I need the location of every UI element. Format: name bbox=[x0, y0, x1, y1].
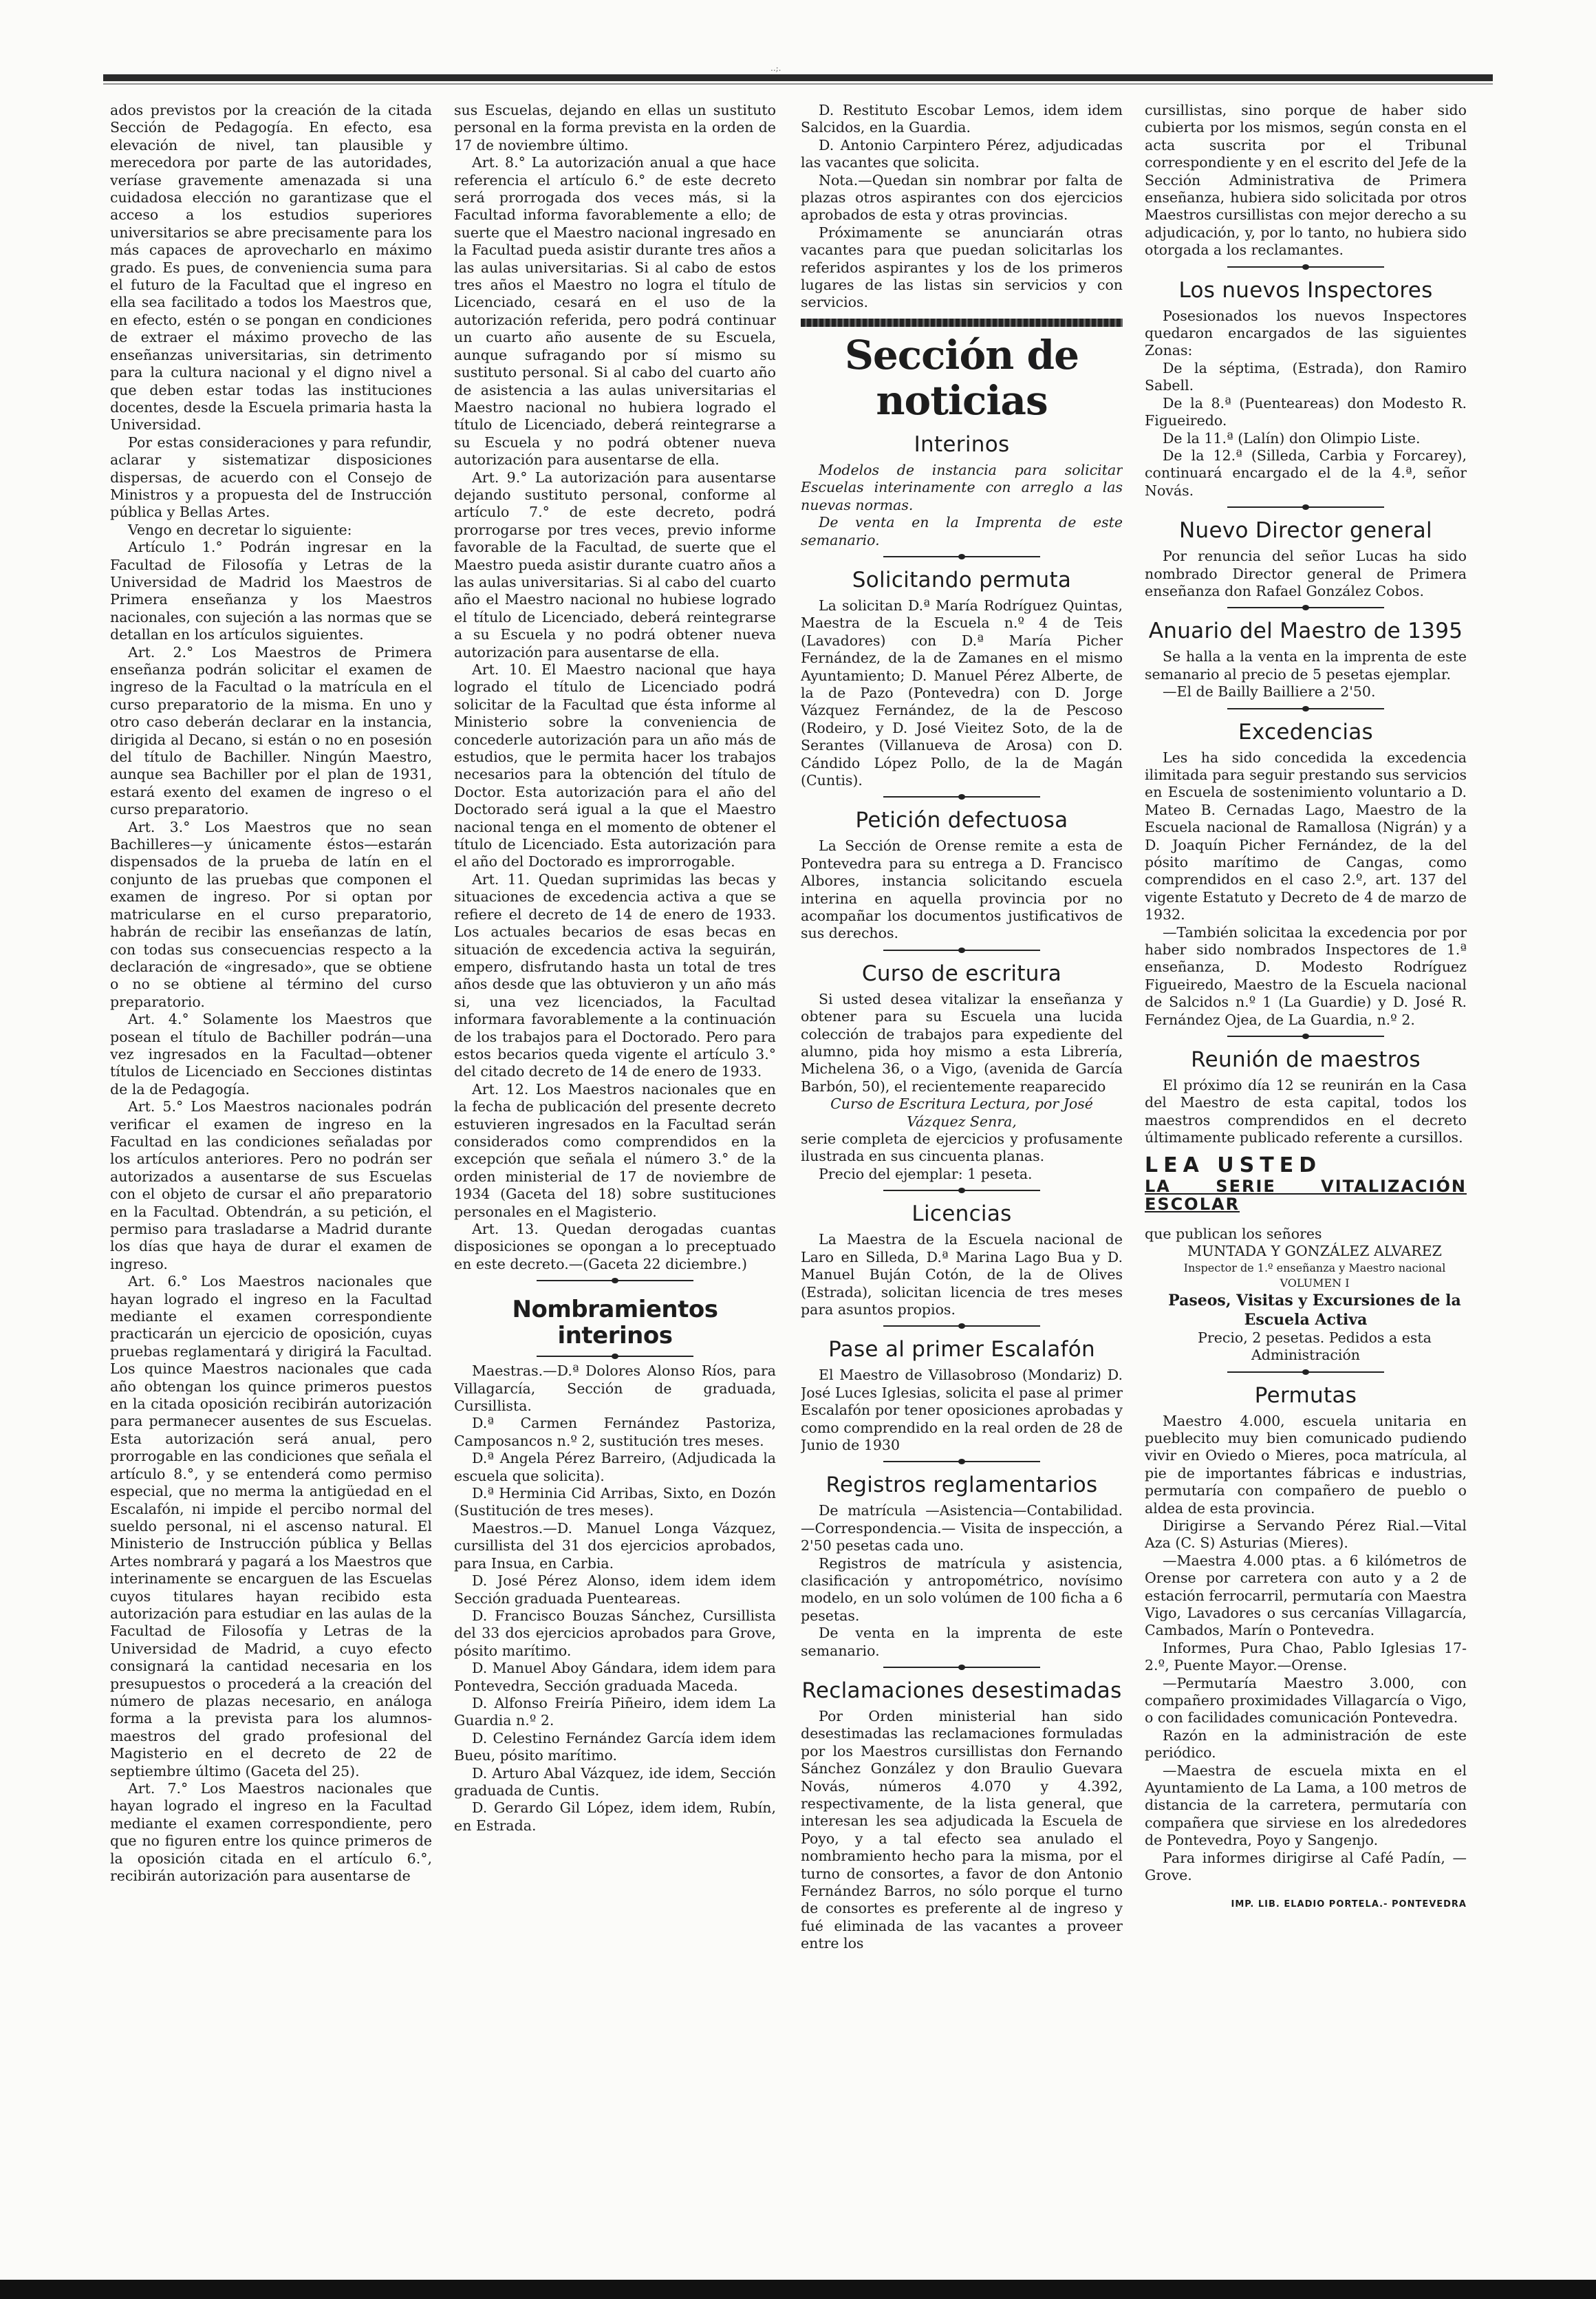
paragraph: Dirigirse a Servando Pérez Rial.—Vital Aza (C. S) Asturias (Mieres). bbox=[1145, 1517, 1467, 1552]
price: Precio del ejemplar: 1 peseta. bbox=[819, 1165, 1033, 1182]
paragraph: Por renuncia del señor Lucas ha sido nombrado Director general de Primera enseñanza don Rafael González Cobos. bbox=[1145, 548, 1467, 599]
paragraph: Maestro 4.000, escuela unitaria en pueblecito muy bien comunicado pudiendo vivir en Oviedo o Mieres, poca matrícula, al pie de importantes fábricas e industrias, permutaría con compañero de pueblo o aldea de esta provincia. bbox=[1145, 1412, 1467, 1517]
paragraph: De la 8.ª (Puenteareas) don Modesto R. Figueiredo. bbox=[1145, 394, 1467, 429]
paragraph: De la 11.ª (Lalín) don Olimpio Liste. bbox=[1163, 429, 1421, 447]
paragraph: Informes, Pura Chao, Pablo Iglesias 17-2.º, Puente Mayor.—Orense. bbox=[1145, 1639, 1467, 1674]
column-4 bbox=[1145, 102, 1467, 1913]
separator bbox=[801, 1323, 1123, 1329]
heading-pase: Pase al primer Escalafón bbox=[828, 1337, 1095, 1362]
heading-director: Nuevo Director general bbox=[1179, 518, 1432, 544]
paragraph: De matrícula —Asistencia—Contabilidad.—Correspondencia.— Visita de inspección, a 2'50 pesetas cada uno. bbox=[801, 1502, 1123, 1554]
paragraph: cursillistas, sino porque de haber sido cubierta por los mismos, según consta en el acta suscrita por el Tribunal correspondiente y en el escrito del Jefe de la Sección Administrativa de Primera enseñanza, hubiera sido solicitada por otros Maestros cursillistas con mejor derecho a su adjudicación, y, por lo tanto, no hubiera sido otorgada a los reclamantes. bbox=[1145, 102, 1467, 259]
paragraph: Art. 10. El Maestro nacional que haya logrado el título de Licenciado podrá solicitar de la Facultad que ésta informe al Ministerio sobre la conveniencia de concederle autorización para un año más de estudios, que le permita hacer los trabajos necesarios para la obtención del título de Doctor. Esta autorización para el año del Doctorado será igual a la que el Maestro nacional tenga en el momento de obtener el título de Licenciado. Esta autorización para el año del Doctorado es improrrogable. bbox=[454, 661, 776, 870]
paragraph: Art. 4.° Solamente los Maestros que posean el título de Bachiller podrán—una vez ingresados en la Facultad—obtener títulos de Licenciado en Secciones distintas de la de Pedagogía. bbox=[110, 1011, 432, 1098]
paragraph: La Sección de Orense remite a esta de Pontevedra para su entrega a D. Francisco Albores, instancia solicitando escuela interina en aquella provincia por no acompañar los documentos justificativos de sus derechos. bbox=[801, 837, 1123, 942]
heading-interinos: Interinos bbox=[914, 431, 1010, 457]
separator bbox=[1145, 604, 1467, 611]
separator bbox=[801, 947, 1123, 954]
separator bbox=[1145, 504, 1467, 511]
ad-series-title: LA SERIE VITALIZACIÓN ESCOLAR bbox=[1145, 1177, 1467, 1214]
paragraph: De la séptima, (Estrada), don Ramiro Sabell. bbox=[1145, 359, 1467, 394]
separator bbox=[1145, 1033, 1467, 1040]
heading-anuario: Anuario del Maestro de 1395 bbox=[1148, 619, 1463, 644]
heading-inspectores: Los nuevos Inspectores bbox=[1178, 277, 1433, 303]
ad-volume: VOLUMEN I bbox=[1280, 1276, 1350, 1290]
separator bbox=[801, 1664, 1123, 1671]
page-mark: ..;. bbox=[770, 63, 781, 73]
paragraph: Art. 5.° Los Maestros nacionales podrán verificar el examen de ingreso en la Facultad en las condiciones señaladas por los artículos anteriores. Pero no podrán ser autorizados a ausentarse de sus Escuelas con el objeto de cursar el año preparatorio en la Facultad. Obtendrán, a su petición, el permiso para trasladarse a Madrid durante los días que haya de durar el examen de ingreso. bbox=[110, 1098, 432, 1272]
paragraph: El próximo día 12 se reunirán en la Casa del Maestro de esta capital, todos los maestros comprendidos en el decreto últimamente publicado referente a cursillos. bbox=[1145, 1077, 1467, 1146]
paragraph: —El de Bailly Bailliere a 2'50. bbox=[1163, 683, 1376, 701]
heading-reclamaciones: Reclamaciones desestimadas bbox=[801, 1678, 1122, 1703]
paragraph: Si usted desea vitalizar la enseñanza y obtener para su Escuela una lucida colección de trabajos para expediente del alumno, pida hoy mismo a esta Librería, Michelena 36, o a Vigo, (avenida de García Barbón, 50), el recientemente reaparecido bbox=[801, 990, 1123, 1095]
nombramiento-item: D. Arturo Abal Vázquez, ide idem, Sección graduada de Cuntis. bbox=[454, 1764, 776, 1799]
paragraph: Razón en la administración de este periódico. bbox=[1145, 1726, 1467, 1762]
paragraph: La Maestra de la Escuela nacional de Laro en Silleda, D.ª Marina Lago Bua y D. Manuel Buján Cotón, de la de Olives (Estrada), solicitan licencia de tres meses para asuntos propios. bbox=[801, 1231, 1123, 1318]
column-1 bbox=[110, 102, 432, 1885]
paragraph: Registros de matrícula y asistencia, clasificación y antropométrico, novísimo modelo, en un solo volúmen de 100 ficha a 6 pesetas. bbox=[801, 1554, 1123, 1624]
nombramiento-item: D. Manuel Aboy Gándara, idem idem para Pontevedra, Sección graduada Maceda. bbox=[454, 1660, 776, 1694]
paragraph: Nota.—Quedan sin nombrar por falta de plazas otros aspirantes con dos ejercicios aprobados de esta y otras provincias. bbox=[801, 171, 1123, 224]
heading-reunion: Reunión de maestros bbox=[1191, 1047, 1421, 1073]
heading-peticion: Petición defectuosa bbox=[855, 808, 1068, 833]
section-banner-noticias: Sección de noticias bbox=[845, 331, 1079, 424]
ad-price: Precio, 2 pesetas. Pedidos a esta Administración bbox=[1198, 1329, 1432, 1364]
separator bbox=[801, 793, 1123, 800]
ad-book-title: Paseos, Visitas y Excursiones de la Escuela Activa bbox=[1168, 1291, 1461, 1329]
nombramiento-item: D. Gerardo Gil López, idem idem, Rubín, en Estrada. bbox=[454, 1799, 776, 1834]
section-title-nombramientos: Nombramientos interinos bbox=[512, 1296, 718, 1350]
heading-curso: Curso de escritura bbox=[861, 961, 1062, 986]
banner-rule bbox=[801, 319, 1123, 327]
paragraph: Art. 8.° La autorización anual a que hace referencia el artículo 6.° de este decreto será prorrogada dos veces más, si la Facultad informa favorablemente a ello; de suerte que el Maestro nacional ingresado en la Facultad pueda asistir durante tres años a las aulas universitarias. Si al cabo de estos tres años el Maestro no logra el título de Licenciado, cesará en el uso de la autorización referida, pero podrá continuar un cuarto año ausente de su Escuela, aunque sufragando por sí mismo su sustituto personal. Si al cabo del cuarto año de asistencia a las aulas universitarias el Maestro nacional no hubiera logrado el título de Licenciado, deberá reintegrarse a su Escuela y no podrá obtener nueva autorización para ausentarse de ella. bbox=[454, 154, 776, 469]
paragraph: Modelos de instancia para solicitar Escuelas interinamente con arreglo a las nuevas normas. bbox=[801, 461, 1123, 513]
paragraph: De venta en la Imprenta de este semanario. bbox=[801, 514, 1123, 548]
paragraph: La solicitan D.ª María Rodríguez Quintas, Maestra de la Escuela n.º 4 de Teis (Lavadores) con D.ª María Picher Fernández, de la de Zamanes en el mismo Ayuntamiento; D. Manuel Pérez Alberte, de la de Pazo (Pontevedra) con D. Jorge Vázquez Fernández, de la de Pescoso (Rodeiro, y D. José Vieitez Soto, de la de Serantes (Villanueva de Arosa) con D. Cándido López Pollo, de la de Magán (Cuntis). bbox=[801, 597, 1123, 789]
heading-permutas: Permutas bbox=[1254, 1382, 1357, 1408]
heading-licencias: Licencias bbox=[912, 1201, 1012, 1227]
paragraph: Por Orden ministerial han sido desestimadas las reclamaciones formuladas por los Maestros cursillistas don Fernando Sánchez González y don Braulio Guevara Novás, números 4.070 y 4.392, respectivamente, de la lista general, que interesan les sea adjudicada la Escuela de Poyo, y a tal efecto sea anulado el nombramiento hecho para la misma, por el turno de consortes, a favor de don Antonio Fernández Barros, no sólo porque el turno de consortes es preferente al de ingreso y fué eliminada de las vacantes a proveer entre los bbox=[801, 1708, 1123, 1952]
separator bbox=[1145, 1369, 1467, 1376]
paragraph: De la 12.ª (Silleda, Carbia y Forcarey), continuará encargado el de la 4.ª, señor Novás. bbox=[1145, 447, 1467, 499]
ad-authors-role: Inspector de 1.º enseñanza y Maestro nacional bbox=[1183, 1261, 1446, 1274]
paragraph: Art. 2.° Los Maestros de Primera enseñanza podrán solicitar el examen de ingreso de la Facultad o la matrícula en el curso preparatorio de la misma. En uno y otro caso deberán declarar en la instancia, dirigida al Decano, si están o no en posesión del título de Bachiller. Ningún Maestro, aunque sea Bachiller por el plan de 1931, estará exento del examen de ingreso o el curso preparatorio. bbox=[110, 643, 432, 818]
nombramiento-item: D.ª Carmen Fernández Pastoriza, Camposancos n.º 2, sustitución tres meses. bbox=[454, 1415, 776, 1449]
nombramiento-item: Maestros.—D. Manuel Longa Vázquez, cursillista del 31 dos ejercicios aprobados, para Insua, en Carbia. bbox=[454, 1519, 776, 1572]
paragraph: D. Restituto Escobar Lemos, idem idem Salcidos, en la Guardia. bbox=[801, 102, 1123, 136]
separator bbox=[801, 553, 1123, 560]
paragraph: Artículo 1.° Podrán ingresar en la Facultad de Filosofía y Letras de la Universidad de Madrid los Maestros de Primera enseñanza y los Maestros nacionales, con sujeción a las normas que se detallan en los artículos siguientes. bbox=[110, 539, 432, 643]
separator bbox=[454, 1277, 776, 1284]
separator bbox=[801, 1458, 1123, 1465]
top-rule bbox=[103, 74, 1493, 81]
paragraph: Art. 7.° Los Maestros nacionales que hayan logrado el ingreso en la Facultad mediante el examen correspondiente, pero que no figuren entre los quince primeros de la oposición citada en el artículo 6.°, recibirán autorización para ausentarse de bbox=[110, 1780, 432, 1885]
paragraph: Les ha sido concedida la excedencia ilimitada para seguir prestando sus servicios en Escuela de sostenimiento voluntario a D. Mateo B. Cernadas Lago, Maestro de la Escuela nacional de Ramallosa (Nigrán) y a D. Joaquín Picher Fernández, de la del pósito marítimo de Cangas, como comprendidos en el caso 2.º, art. 137 del vigente Estatuto y Decreto de 4 de marzo de 1932. bbox=[1145, 749, 1467, 923]
paragraph: —Maestra 4.000 ptas. a 6 kilómetros de Orense por carretera con auto y a 2 de estación ferrocarril, permutaría con Maestra Vigo, Lavadores o sus cercanías Villagarcía, Cambados, Marín o Pontevedra. bbox=[1145, 1552, 1467, 1639]
paragraph: Vengo en decretar lo siguiente: bbox=[128, 521, 352, 538]
paragraph: —Maestra de escuela mixta en el Ayuntamiento de La Lama, a 100 metros de distancia de la carretera, permutaría con compañera que sirviese en los alrededores de Pontevedra, Poyo y Sangenjo. bbox=[1145, 1762, 1467, 1849]
ad-authors: MUNTADA Y GONZÁLEZ ALVAREZ bbox=[1187, 1243, 1442, 1260]
nombramiento-item: D. Celestino Fernández García idem idem Bueu, pósito marítimo. bbox=[454, 1729, 776, 1764]
paragraph: —También solicitaa la excedencia por por haber sido nombrados Inspectores de 1.ª enseñanza, D. Modesto Rodríguez Figueiredo, Maestro de la Escuela nacional de Salcidos n.º 1 (La Guardie) y D. José R. Fernández Ojea, de La Guardia, n.º 2. bbox=[1145, 923, 1467, 1028]
paragraph: Para informes dirigirse al Café Padín, —Grove. bbox=[1145, 1849, 1467, 1884]
separator bbox=[1145, 705, 1467, 712]
paragraph: Art. 13. Quedan derogadas cuantas disposiciones se opongan a lo preceptuado en este decreto.—(Gaceta 22 diciembre.) bbox=[454, 1221, 776, 1272]
nombramiento-item: D. Francisco Bouzas Sánchez, Cursillista del 33 dos ejercicios aprobados para Grove, pósito marítimo. bbox=[454, 1607, 776, 1659]
heading-registros: Registros reglamentarios bbox=[826, 1473, 1098, 1498]
paragraph: Por estas consideraciones y para refundir, aclarar y sistematizar disposiciones dispersas, de acuerdo con el Consejo de Ministros y a propuesta del de Instrucción pública y Bellas Artes. bbox=[110, 434, 432, 521]
separator bbox=[801, 1187, 1123, 1194]
nombramiento-item: D. Alfonso Freiría Piñeiro, idem idem La Guardia n.º 2. bbox=[454, 1694, 776, 1729]
column-3 bbox=[801, 102, 1123, 1953]
paragraph: Próximamente se anunciarán otras vacantes para que puedan solicitarlas los referidos aspirantes y los de los primeros lugares de las listas sin servicios y con servicios. bbox=[801, 224, 1123, 311]
paragraph: ados previstos por la creación de la citada Sección de Pedagogía. En efecto, esa elevación de nivel, tan plausible y merecedora por parte de las autoridades, veríase gravemente amenazada si una cuidadosa elección no garantizase que el acceso a los estudios superiores universitarios se abre precisamente para los más capaces de aprovecharlo en máximo grado. Es pues, de conveniencia suma para el futuro de la Facultad que el ingreso en ella sea facilitado a todos los Maestros que, en efecto, estén o se pongan en condiciones de extraer el máximo provecho de las enseñanzas universitarias, sin detrimento para la cultura nacional y el digno nivel a que deben estar todas las instituciones docentes, desde la Escuela primaria hasta la Universidad. bbox=[110, 102, 432, 434]
imprint: IMP. LIB. ELADIO PORTELA.- PONTEVEDRA bbox=[1231, 1899, 1467, 1910]
book-title: Curso de Escritura Lectura, por José Vázquez Senra, bbox=[830, 1095, 1093, 1130]
nombramiento-item: D.ª Herminia Cid Arribas, Sixto, en Dozón (Sustitución de tres meses). bbox=[454, 1485, 776, 1519]
top-rule-thin bbox=[103, 83, 1493, 85]
paragraph: Art. 6.° Los Maestros nacionales que hayan logrado el ingreso en la Facultad mediante el examen correspondiente practicarán un ejercicio de oposición, cuyas pruebas reglamentará y dirigirá la Facultad. Los quince Maestros nacionales que cada año obtengan los quince primeros puestos en la citada oposición recibirán autorización para permanecer ausentes de sus Escuelas. Esta autorización será anual, pero prorrogable en las condiciones que señala el artículo 8.°, y se entenderá como permiso especial, que no merma la antigüedad en el Escalafón, ni impide el percibo normal del sueldo personal, ni el ascenso natural. El Ministerio de Instrucción pública y Bellas Artes nombrará y pagará a los Maestros que interinamente se encarguen de las Escuelas cuyos titulares hayan recibido esta autorización para estudiar en las aulas de la Facultad de Filosofía y Letras de la Universidad de Madrid, a cuyo efecto consignará la cantidad necesaria en los presupuestos o procederá a la creación del número de plazas necesario, en análoga forma a la prevista para los alumnos-maestros del grado profesional del Magisterio en el decreto de 22 de septiembre último (Gaceta del 25). bbox=[110, 1273, 432, 1779]
paragraph: sus Escuelas, dejando en ellas un sustituto personal en la forma prevista en la orden de 17 de noviembre último. bbox=[454, 102, 776, 153]
nombramiento-item: Maestras.—D.ª Dolores Alonso Ríos, para Villagarcía, Sección de graduada, Cursillista. bbox=[454, 1362, 776, 1415]
paragraph: Se halla a la venta en la imprenta de este semanario al precio de 5 pesetas ejemplar. bbox=[1145, 648, 1467, 683]
paragraph: De venta en la imprenta de este semanario. bbox=[801, 1625, 1123, 1659]
column-2 bbox=[454, 102, 776, 1835]
heading-excedencias: Excedencias bbox=[1238, 719, 1373, 745]
nombramiento-item: D.ª Angela Pérez Barreiro, (Adjudicada la escuela que solicita). bbox=[454, 1450, 776, 1484]
bottom-band bbox=[0, 2280, 1596, 2299]
ad-text: que publican los señores bbox=[1145, 1225, 1322, 1242]
paragraph: Art. 9.° La autorización para ausentarse dejando sustituto personal, conforme al artículo 7.° de este decreto, podrá prorrogarse por tres veces, previo informe favorable de la Facultad, de suerte que el Maestro pueda asistir durante cuatro años a las aulas universitarias. Si al cabo del cuarto año el Maestro nacional no hubiese logrado el título de Licenciado, deberá reintegrarse a su Escuela y no podrá obtener nueva autorización para ausentarse de ella. bbox=[454, 469, 776, 661]
paragraph: Posesionados los nuevos Inspectores quedaron encargados de las siguientes Zonas: bbox=[1145, 307, 1467, 359]
paragraph: Art. 3.° Los Maestros que no sean Bachilleres—y únicamente éstos—estarán dispensados de la prueba de latín en el conjunto de las pruebas que componen el examen de ingreso. Por si optan por matricularse en el curso preparatorio, habrán de recibir las enseñanzas de latín, con todas sus consecuencias respecto a la declaración de «ingresado», que se obtiene o no se obtiene al término del curso preparatorio. bbox=[110, 818, 432, 1010]
paragraph: El Maestro de Villasobroso (Mondariz) D. José Luces Iglesias, solicita el pase al primer Escalafón por tener oposiciones aprobadas y como comprendido en la real orden de 28 de Junio de 1930 bbox=[801, 1367, 1123, 1453]
separator bbox=[1145, 264, 1467, 270]
paragraph: serie completa de ejercicios y profusamente ilustrada en sus cincuenta planas. bbox=[801, 1131, 1123, 1165]
heading-permuta: Solicitando permuta bbox=[852, 567, 1072, 592]
paragraph: —Permutaría Maestro 3.000, con compañero proximidades Villagarcía o Vigo, o con facilidades comunicación Pontevedra. bbox=[1145, 1674, 1467, 1726]
separator bbox=[454, 1353, 776, 1360]
paragraph: D. Antonio Carpintero Pérez, adjudicadas las vacantes que solicita. bbox=[801, 136, 1123, 171]
paragraph: Art. 11. Quedan suprimidas las becas y situaciones de excedencia activa a que se refiere el decreto de 14 de enero de 1933. Los actuales becarios de esas becas en situación de excedencia activa la seguirán, empero, disfrutando hasta un total de tres años desde que las obtuvieron y un año más si, una vez licenciados, la Facultad informara favorablemente a la continuación de los trabajos para el Doctorado. Pero para estos becarios queda vigente el artículo 3.° del citado decreto de 14 de enero de 1933. bbox=[454, 870, 776, 1080]
ad-heading: LEA USTED bbox=[1145, 1153, 1322, 1177]
nombramiento-item: D. José Pérez Alonso, idem idem idem Sección graduada Puenteareas. bbox=[454, 1572, 776, 1607]
paragraph: Art. 12. Los Maestros nacionales que en la fecha de publicación del presente decreto estuvieren ingresados en la Facultad serán considerados como comprendidos en la excepción que señala el número 3.° de la orden ministerial de 17 de noviembre de 1934 (Gaceta del 18) sobre sustituciones personales en el Magisterio. bbox=[454, 1080, 776, 1220]
